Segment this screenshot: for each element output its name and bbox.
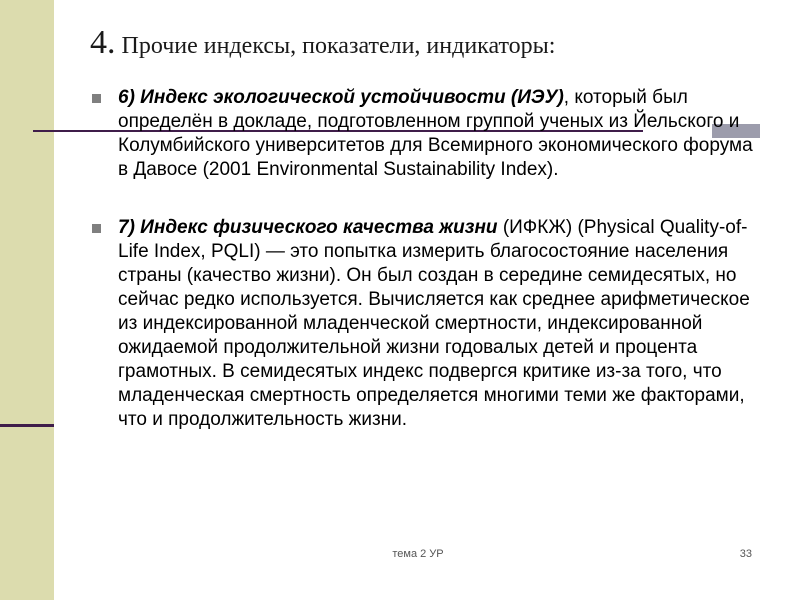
square-bullet-icon bbox=[92, 224, 101, 233]
title-number: 4. bbox=[90, 24, 116, 61]
slide-body bbox=[92, 86, 764, 432]
item-text: (ИФКЖ) (Physical Quality-of-Life Index, PQLI) — это попытка измерить благосостояние населения страны (качество жизни). Он был создан в середине семидесятых, но сейчас редко используется. Вычисляется как среднее арифметическое из индексированной младенческой смертности, индексированной ожидаемой продолжительной жизни годовалых детей и процента грамотных. В семидесятых индекс подвергся критике из-за того, что младенческая смертность определяется многими теми же факторами, что и продолжительность жизни. bbox=[118, 217, 750, 430]
page-number: 33 bbox=[739, 548, 752, 560]
square-bullet-icon bbox=[92, 94, 101, 103]
list-item bbox=[92, 216, 764, 432]
title-text: Прочие индексы, показатели, индикаторы: bbox=[121, 33, 556, 59]
left-bar-accent-line bbox=[0, 424, 54, 427]
list-item bbox=[92, 86, 764, 182]
slide-title bbox=[90, 24, 780, 62]
left-decorative-bar bbox=[0, 0, 54, 600]
footer-topic: тема 2 УР bbox=[392, 548, 444, 560]
item-text: , который был определён в докладе, подготовленном группой ученых из Йельского и Колумбийского университетов для Всемирного экономического форума в Давосе (2001 Environmental Sustainability Index). bbox=[118, 87, 753, 180]
item-heading: 6) Индекс экологической устойчивости (ИЭУ) bbox=[118, 87, 564, 108]
item-heading: 7) Индекс физического качества жизни bbox=[118, 217, 498, 238]
